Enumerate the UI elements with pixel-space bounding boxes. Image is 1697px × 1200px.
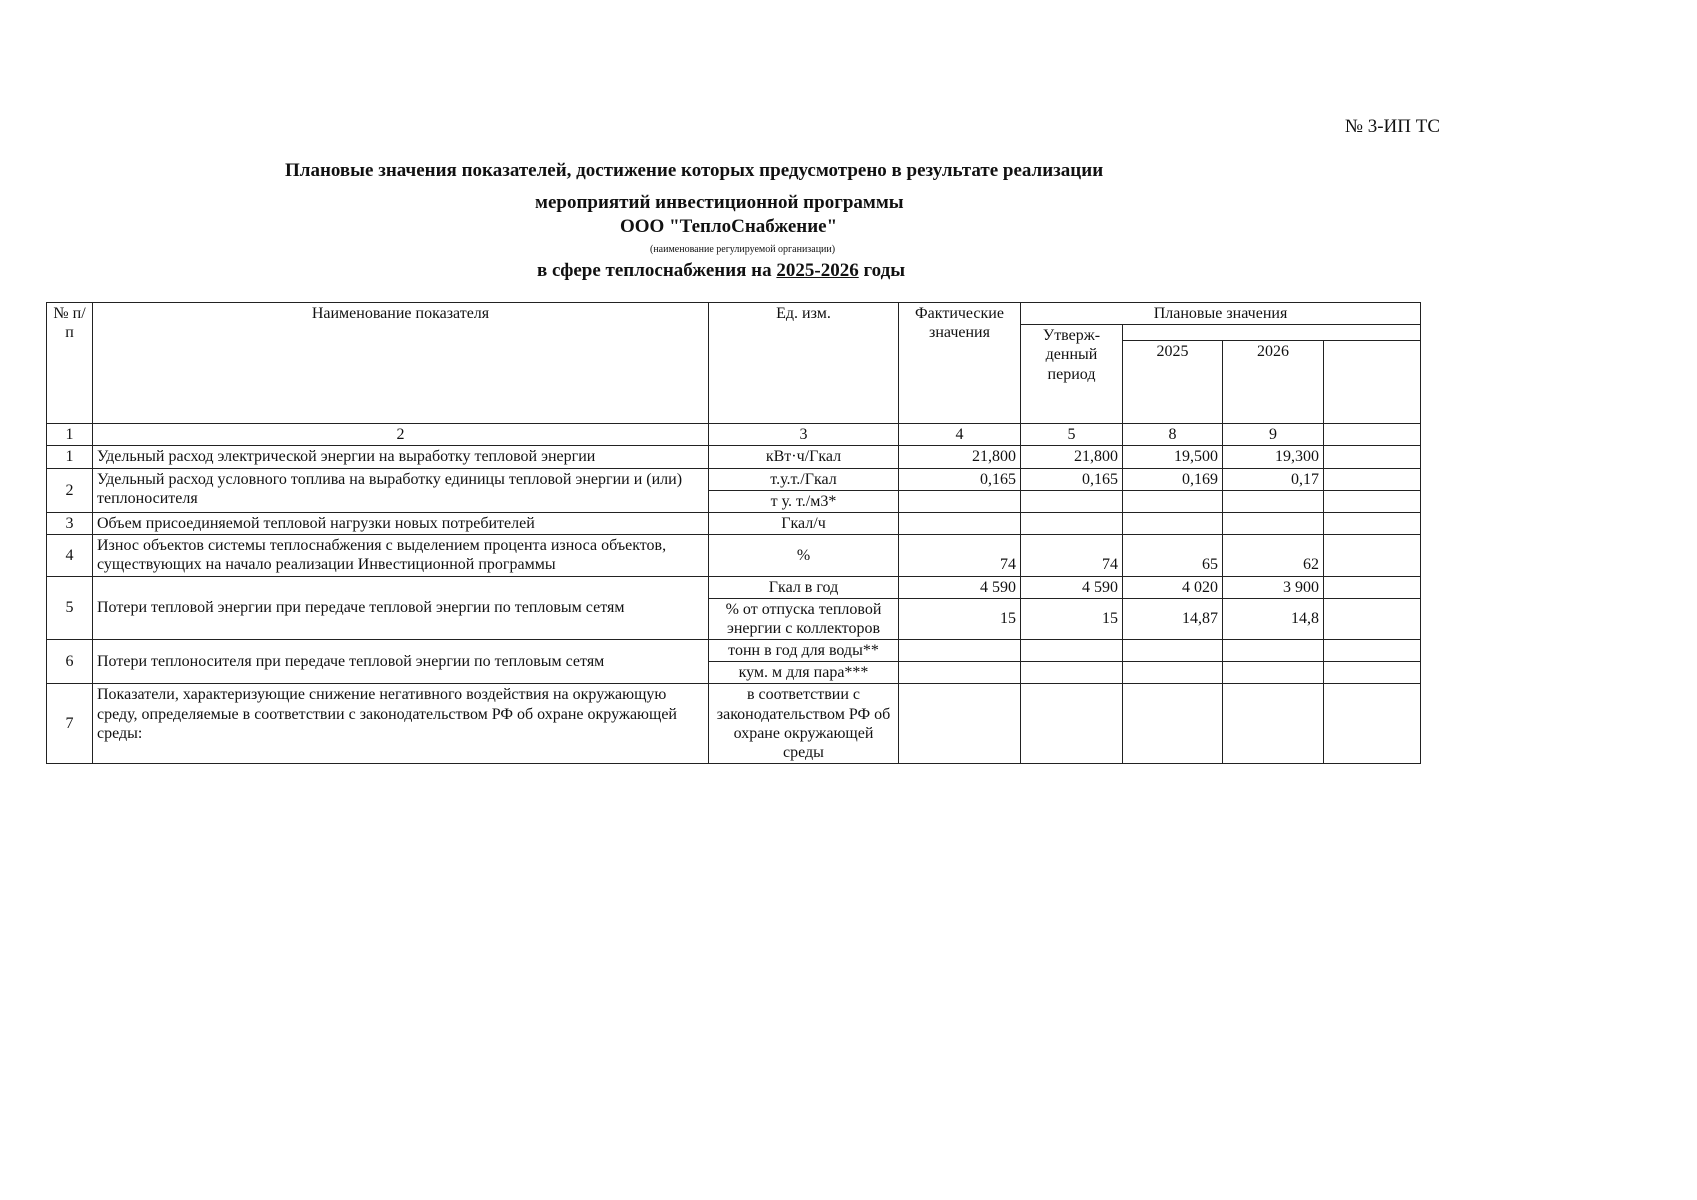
value-actual: 21,800 xyxy=(899,446,1021,468)
header-name: Наименование показателя xyxy=(93,303,709,424)
table-row xyxy=(47,640,1421,662)
row-unit: % от отпуска тепловой энергии с коллекторов xyxy=(709,598,899,639)
table-row xyxy=(47,684,1421,764)
value-actual: 0,165 xyxy=(899,468,1021,490)
table-row xyxy=(47,468,1421,490)
row-num: 4 xyxy=(47,535,93,576)
value-2026: 3 900 xyxy=(1223,576,1324,598)
column-numbers-row xyxy=(47,424,1421,446)
row-name: Показатели, характеризующие снижение негативного воздействия на окружающую среду, определяемые в соответствии с законодательством РФ об охране окружающей среды: xyxy=(93,684,709,764)
row-unit: в соответствии с законодательством РФ об охране окружающей среды xyxy=(709,684,899,764)
col-number: 2 xyxy=(93,424,709,446)
indicators-table xyxy=(46,302,1421,764)
header-num: № п/п xyxy=(47,303,93,424)
organization-name: ООО "ТеплоСнабжение" xyxy=(620,216,838,237)
row-unit: кум. м для пара*** xyxy=(709,662,899,684)
header-2026: 2026 xyxy=(1223,340,1324,423)
header-unit: Ед. изм. xyxy=(709,303,899,424)
col-number: 4 xyxy=(899,424,1021,446)
row-unit: Гкал в год xyxy=(709,576,899,598)
value-2026: 62 xyxy=(1223,535,1324,576)
title-line-3: в сфере теплоснабжения на 2025-2026 годы xyxy=(537,260,906,281)
row-name: Износ объектов системы теплоснабжения с выделением процента износа объектов, существующих на начало реализации Инвестиционной программы xyxy=(93,535,709,576)
col-number: 1 xyxy=(47,424,93,446)
row-num: 7 xyxy=(47,684,93,764)
value-2025: 4 020 xyxy=(1123,576,1223,598)
value-2025: 19,500 xyxy=(1123,446,1223,468)
row-name: Удельный расход условного топлива на выработку единицы тепловой энергии и (или) теплоносителя xyxy=(93,468,709,512)
row-unit: кВт·ч/Гкал xyxy=(709,446,899,468)
value-2026: 14,8 xyxy=(1223,598,1324,639)
header-row xyxy=(47,303,1421,325)
form-code: № 3-ИП ТС xyxy=(1344,116,1440,137)
period: 2025-2026 xyxy=(776,260,859,281)
row-unit: т у. т./м3* xyxy=(709,490,899,512)
value-approved: 15 xyxy=(1021,598,1123,639)
value-2025: 0,169 xyxy=(1123,468,1223,490)
row-num: 6 xyxy=(47,640,93,684)
col-number: 8 xyxy=(1123,424,1223,446)
header-2025: 2025 xyxy=(1123,340,1223,423)
header-planned: Плановые значения xyxy=(1021,303,1421,325)
row-num: 1 xyxy=(47,446,93,468)
row-name: Потери теплоносителя при передаче тепловой энергии по тепловым сетям xyxy=(93,640,709,684)
value-2025: 65 xyxy=(1123,535,1223,576)
col-number: 3 xyxy=(709,424,899,446)
value-actual: 4 590 xyxy=(899,576,1021,598)
row-unit: Гкал/ч xyxy=(709,512,899,534)
row-name: Потери тепловой энергии при передаче тепловой энергии по тепловым сетям xyxy=(93,576,709,640)
organization-caption: (наименование регулируемой организации) xyxy=(650,244,836,255)
row-unit: т.у.т./Гкал xyxy=(709,468,899,490)
row-num: 3 xyxy=(47,512,93,534)
value-approved: 21,800 xyxy=(1021,446,1123,468)
col-number: 9 xyxy=(1223,424,1324,446)
table-row xyxy=(47,535,1421,576)
value-approved: 0,165 xyxy=(1021,468,1123,490)
row-name: Объем присоединяемой тепловой нагрузки новых потребителей xyxy=(93,512,709,534)
row-name: Удельный расход электрической энергии на выработку тепловой энергии xyxy=(93,446,709,468)
header-approved-period: Утверж-денный период xyxy=(1021,325,1123,424)
col-number: 5 xyxy=(1021,424,1123,446)
value-2025: 14,87 xyxy=(1123,598,1223,639)
title-line-1: Плановые значения показателей, достижение которых предусмотрено в результате реализации xyxy=(285,160,1104,181)
value-approved: 4 590 xyxy=(1021,576,1123,598)
row-num: 2 xyxy=(47,468,93,512)
row-unit: тонн в год для воды** xyxy=(709,640,899,662)
table-row xyxy=(47,576,1421,598)
value-actual: 74 xyxy=(899,535,1021,576)
header-actual: Фактические значения xyxy=(899,303,1021,424)
value-actual: 15 xyxy=(899,598,1021,639)
value-2026: 0,17 xyxy=(1223,468,1324,490)
value-2026: 19,300 xyxy=(1223,446,1324,468)
table-row xyxy=(47,512,1421,534)
row-num: 5 xyxy=(47,576,93,640)
title-line-2: мероприятий инвестиционной программы xyxy=(535,192,904,213)
table-row xyxy=(47,446,1421,468)
value-approved: 74 xyxy=(1021,535,1123,576)
row-unit: % xyxy=(709,535,899,576)
